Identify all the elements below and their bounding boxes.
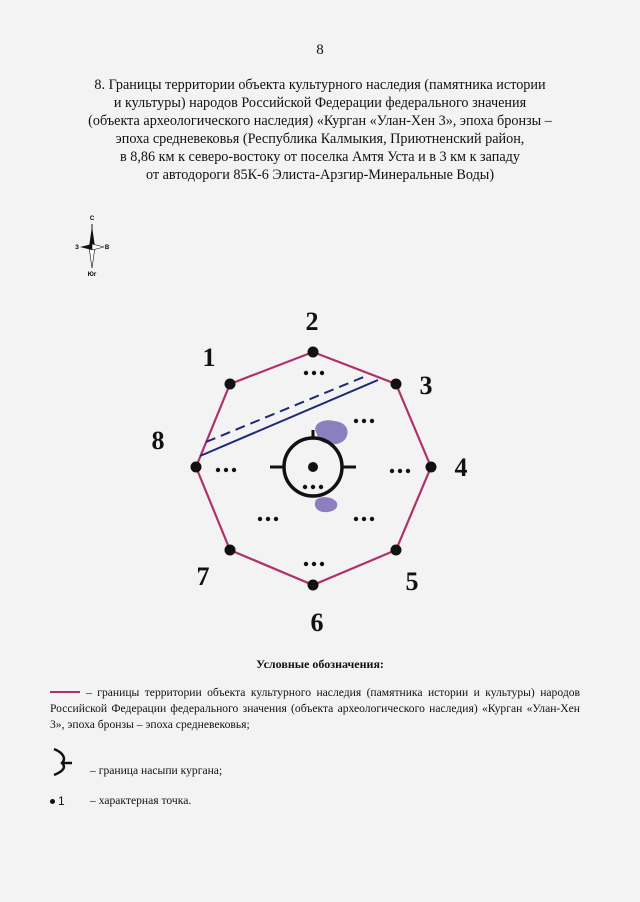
title-line: в 8,86 км к северо-востоку от поселка Амтя Уста и в 3 км к западу — [120, 149, 520, 165]
point-marker-4 — [426, 462, 437, 473]
point-marker-6 — [308, 580, 319, 591]
point-label-4: 4 — [454, 453, 468, 482]
point-label-2: 2 — [305, 307, 319, 336]
title-line: от автодороги 85К-6 Элиста-Арзгир-Минеральные Воды) — [145, 167, 495, 183]
legend-point-text: – характерная точка. — [90, 794, 192, 807]
point-marker-1 — [225, 379, 236, 390]
boundary-scheme — [130, 300, 510, 640]
point-dot-icon — [50, 799, 55, 804]
point-marker-5 — [391, 545, 402, 556]
mound-blob-top — [315, 420, 347, 444]
compass-north: С — [89, 216, 95, 222]
title-line: и культуры) народов Российской Федерации федерального значения — [113, 95, 527, 111]
point-marker-3 — [391, 379, 402, 390]
compass-west: З — [75, 245, 79, 251]
legend-boundary-text: – границы территории объекта культурного наследия (памятника истории и культуры) народов Российской Федерации федерального значения (объекта археологического наследия) «Курган «Улан-Хен 3», эпоха бронзы – эпоха средневековья; — [50, 686, 580, 731]
point-label-1: 1 — [202, 343, 216, 372]
legend-mound-text: – граница насыпи кургана; — [90, 764, 223, 777]
point-symbol-label: 1 — [58, 794, 65, 808]
compass-south: Юг — [87, 272, 97, 278]
boundary-line-swatch — [50, 691, 80, 693]
mound-boundary-symbol-icon — [50, 747, 74, 777]
point-label-5: 5 — [405, 567, 419, 596]
document-title — [40, 76, 600, 184]
legend-item-boundary — [50, 685, 580, 733]
compass-rose-icon — [68, 210, 118, 280]
legend-title: Условные обозначения: — [256, 657, 384, 671]
point-marker-8 — [191, 462, 202, 473]
compass-east: В — [104, 245, 110, 251]
point-marker-7 — [225, 545, 236, 556]
point-label-6: 6 — [310, 608, 324, 637]
mound-blob-bottom — [315, 497, 337, 512]
point-label-7: 7 — [196, 562, 210, 591]
point-marker-2 — [308, 347, 319, 358]
title-line: (объекта археологического наследия) «Курган «Улан-Хен 3», эпоха бронзы – — [88, 113, 552, 129]
point-symbol — [50, 794, 65, 808]
title-line: 8. Границы территории объекта культурного наследия (памятника истории — [94, 77, 546, 93]
point-label-3: 3 — [419, 371, 433, 400]
page-number: 8 — [316, 42, 324, 58]
point-label-8: 8 — [151, 426, 165, 455]
title-line: эпоха средневековья (Республика Калмыкия, Приютненский район, — [115, 131, 525, 147]
